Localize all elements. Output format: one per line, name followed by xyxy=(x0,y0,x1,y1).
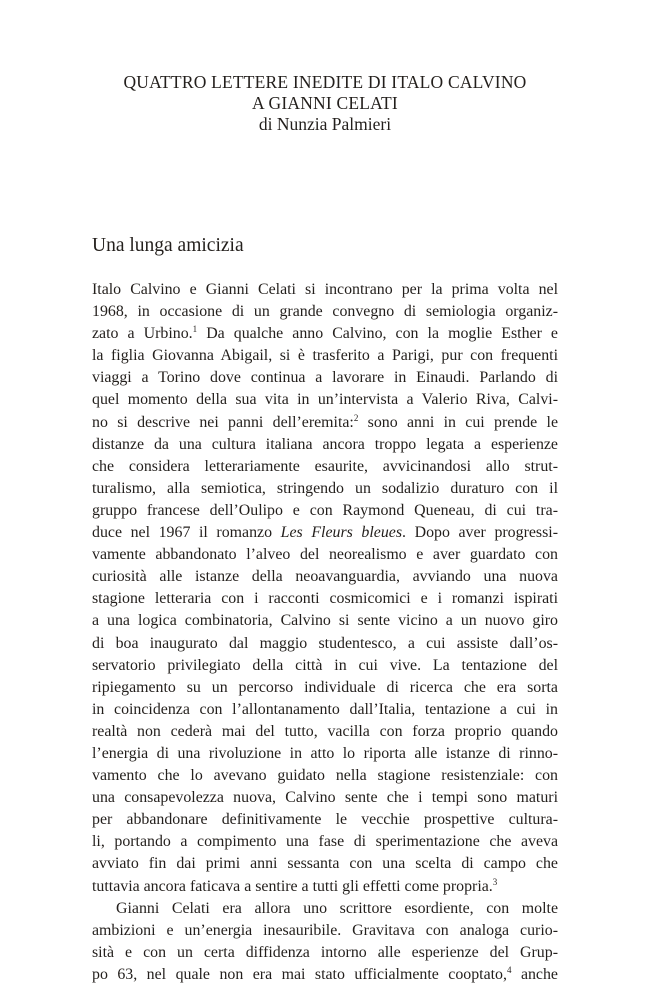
section-heading: Una lunga amicizia xyxy=(92,235,244,256)
text-line: curiosità alle istanze della neoavanguardia, avviando una nuova xyxy=(92,568,558,586)
text-line: realtà non cederà mai del tutto, vacilla con forza proprio quando xyxy=(92,722,558,740)
article-author: di Nunzia Palmieri xyxy=(258,114,392,134)
text-segment: duce nel 1967 il romanzo xyxy=(92,524,273,542)
footnote-ref-2[interactable]: 2 xyxy=(353,412,359,423)
text-line: stagione letteraria con i racconti cosmicomici e i romanzi ispirati xyxy=(92,590,558,608)
article-title-line-2: A GIANNI CELATI xyxy=(252,93,398,113)
text-line: avviato fin dai primi anni sessanta con una scelta di campo che xyxy=(92,855,558,873)
text-line xyxy=(92,876,558,898)
text-line: vamento che lo avevano guidato nella stagione resistenziale: con xyxy=(92,767,558,785)
text-line xyxy=(92,412,558,434)
article-title-line-1: QUATTRO LETTERE INEDITE DI ITALO CALVINO xyxy=(123,72,527,92)
text-line: viaggi a Torino dove continua a lavorare in Einaudi. Parlando di xyxy=(92,369,558,387)
text-line: l’energia di una rivoluzione in atto lo riporta alle istanze di rinno- xyxy=(92,744,558,762)
text-line: quel momento della sua vita in un’intervista a Valerio Riva, Calvi- xyxy=(92,391,558,409)
text-segment: tuttavia ancora faticava a sentire a tutti gli effetti come propria. xyxy=(92,877,493,895)
footnote-ref-4[interactable]: 4 xyxy=(506,964,512,975)
footnote-ref-3[interactable]: 3 xyxy=(492,876,498,887)
text-line: li, portando a compimento una fase di sperimentazione che aveva xyxy=(92,833,558,851)
text-line: la figlia Giovanna Abigail, si è trasferito a Parigi, pur con frequenti xyxy=(92,347,558,365)
text-line: distanze da una cultura italiana ancora troppo legata a esperienze xyxy=(92,435,558,453)
text-line: vamente abbandonato l’alveo del neorealismo e aver guardato con xyxy=(92,546,558,564)
footnote-ref-1[interactable]: 1 xyxy=(192,324,198,335)
text-line: gruppo francese dell’Oulipo e con Raymond Queneau, di cui tra- xyxy=(92,501,558,519)
text-line: che considera letterariamente esaurite, avvicinandosi allo strut- xyxy=(92,457,558,475)
text-segment: . Dopo aver progressi- xyxy=(402,524,558,542)
text-line: di boa inaugurato dal maggio studentesco, a cui assiste dall’os- xyxy=(92,634,558,652)
text-line: ambizioni e un’energia inesauribile. Gravitava con analoga curio- xyxy=(92,921,558,939)
text-segment: anche xyxy=(520,965,558,983)
text-line: sità e con un certa diffidenza intorno alle esperienze del Grup- xyxy=(92,943,558,961)
body-text xyxy=(92,279,558,986)
text-line: Gianni Celati era allora uno scrittore esordiente, con molte xyxy=(116,899,558,917)
text-segment: zato a Urbino. xyxy=(92,325,193,343)
text-segment: no si descrive nei panni dell’eremita: xyxy=(92,413,354,431)
book-title: Les Fleurs bleues xyxy=(280,524,403,542)
text-line: in coincidenza con l’allontanamento dall’Italia, tentazione a cui in xyxy=(92,700,558,718)
text-segment: Da qualche anno Calvino, con la moglie Esther e xyxy=(206,325,558,343)
text-line: una consapevolezza nuova, Calvino sente che i tempi sono maturi xyxy=(92,789,558,807)
text-line: a una logica combinatoria, Calvino si sente vicino a un nuovo giro xyxy=(92,612,558,630)
text-segment: sono anni in cui prende le xyxy=(367,413,558,431)
text-line: turalismo, alla semiotica, stringendo un sodalizio duraturo con il xyxy=(92,479,558,497)
text-line: per abbandonare definitivamente le vecchie prospettive cultura- xyxy=(92,811,558,829)
text-line: 1968, in occasione di un grande convegno di semiologia organiz- xyxy=(92,303,558,321)
text-line xyxy=(92,323,558,345)
article-title-block xyxy=(0,72,650,135)
text-line: Italo Calvino e Gianni Celati si incontrano per la prima volta nel xyxy=(92,281,558,298)
text-line xyxy=(92,522,558,544)
text-line: ripiegamento su un percorso individuale di ricerca che era sorta xyxy=(92,678,558,696)
text-segment: po 63, nel quale non era mai stato ufficialmente cooptato, xyxy=(92,965,507,983)
text-line: servatorio privilegiato della città in cui vive. La tentazione del xyxy=(92,656,558,674)
